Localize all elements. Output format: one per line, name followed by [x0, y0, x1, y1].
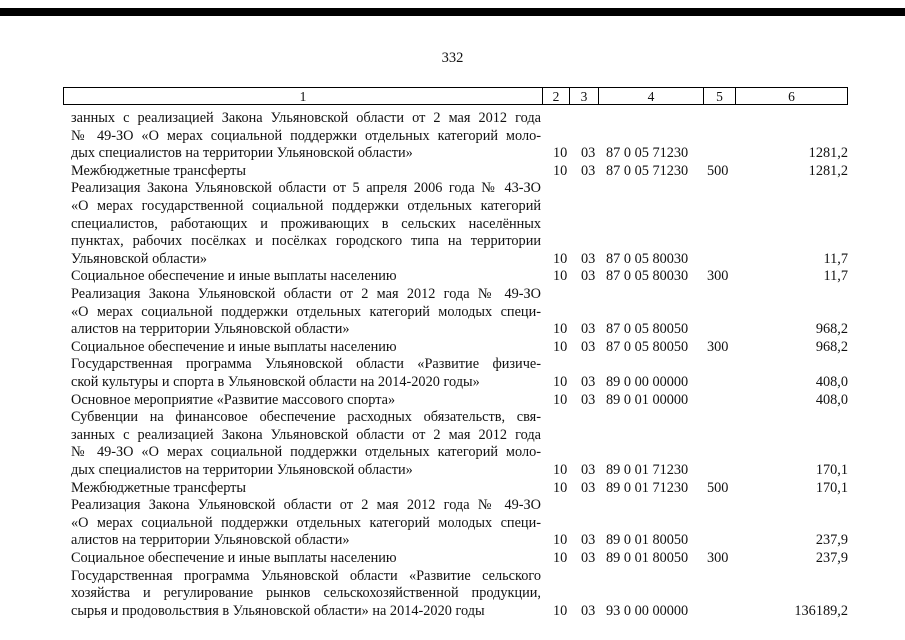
subsection-cell: 03 [581, 462, 596, 478]
top-border-bar [0, 8, 905, 16]
target-code-cell: 87 0 05 80030 [606, 268, 689, 285]
table-row [0, 550, 905, 567]
amount-cell: 968,2 [815, 338, 848, 355]
subsection-cell: 03 [581, 321, 596, 338]
section-cell: 10 [553, 532, 568, 549]
expense-type-cell: 500 [707, 479, 729, 496]
description-cell: алистов на территории Ульяновской области» [71, 532, 350, 549]
section-cell: 10 [553, 162, 568, 179]
section-cell: 10 [553, 321, 568, 338]
table-row [0, 233, 905, 250]
table-row [0, 480, 905, 497]
table-row [0, 180, 905, 197]
target-code-cell: 89 0 01 80050 [606, 550, 689, 566]
table-row [0, 532, 905, 549]
amount-cell: 237,9 [815, 532, 848, 549]
section-cell: 10 [553, 268, 568, 285]
table-row [0, 286, 905, 303]
subsection-cell: 03 [581, 250, 596, 267]
section-cell: 10 [553, 250, 568, 267]
amount-cell: 170,1 [815, 462, 848, 478]
header-col-3: 3 [580, 89, 588, 104]
amount-cell: 408,0 [815, 391, 848, 408]
subsection-cell: 03 [581, 391, 596, 408]
subsection-cell: 03 [581, 268, 596, 285]
table-row [0, 110, 905, 127]
description-cell: «О мерах социальной поддержки отдельных категорий молодых специ- [71, 303, 541, 320]
subsection-cell: 03 [581, 338, 596, 355]
section-cell: 10 [553, 145, 568, 162]
subsection-cell: 03 [581, 145, 596, 162]
table-row [0, 163, 905, 180]
header-col-4: 4 [647, 89, 655, 104]
table-row [0, 321, 905, 338]
target-code-cell: 89 0 00 00000 [606, 374, 689, 390]
description-cell: Межбюджетные трансферты [71, 479, 247, 496]
description-cell: ской культуры и спорта в Ульяновской области на 2014-2020 годы» [71, 374, 480, 390]
table-row [0, 444, 905, 461]
table-row [0, 603, 905, 620]
description-cell: Социальное обеспечение и иные выплаты населению [71, 338, 397, 355]
description-cell: дых специалистов на территории Ульяновской области» [71, 145, 413, 162]
target-code-cell: 89 0 01 71230 [606, 462, 689, 478]
subsection-cell: 03 [581, 532, 596, 549]
description-cell: Реализация Закона Ульяновской области от 2 мая 2012 года № 49-ЗО [71, 497, 541, 514]
description-cell: Государственная программа Ульяновской области «Развитие сельского [71, 567, 541, 584]
table-row [0, 392, 905, 409]
table-row [0, 145, 905, 162]
expense-type-cell: 300 [707, 550, 729, 566]
description-cell: пунктах, рабочих посёлках и посёлках городского типа на территории [71, 233, 541, 250]
description-cell: Субвенции на финансовое обеспечение расходных обязательств, свя- [71, 409, 541, 426]
amount-cell: 11,7 [823, 250, 848, 267]
amount-cell: 968,2 [815, 321, 848, 338]
description-cell: дых специалистов на территории Ульяновской области» [71, 462, 413, 478]
description-cell: № 49-ЗО «О мерах социальной поддержки отдельных категорий моло- [71, 444, 541, 461]
table-row [0, 268, 905, 285]
table-row [0, 497, 905, 514]
description-cell: Государственная программа Ульяновской области «Развитие физиче- [71, 356, 541, 373]
amount-cell: 11,7 [823, 268, 848, 285]
table-row [0, 216, 905, 233]
amount-cell: 136189,2 [794, 602, 848, 619]
description-cell: занных с реализацией Закона Ульяновской области от 2 мая 2012 года [71, 426, 541, 443]
description-cell: Ульяновской области» [71, 250, 208, 267]
target-code-cell: 89 0 01 80050 [606, 532, 689, 549]
target-code-cell: 89 0 01 00000 [606, 391, 689, 408]
target-code-cell: 87 0 05 71230 [606, 162, 689, 179]
description-cell: Межбюджетные трансферты [71, 162, 247, 179]
description-cell: алистов на территории Ульяновской области» [71, 321, 350, 338]
description-cell: специалистов, работающих и проживающих в сельских населённых [71, 215, 541, 232]
table-row [0, 356, 905, 373]
expense-type-cell: 500 [707, 162, 729, 179]
description-cell: «О мерах социальной поддержки отдельных категорий молодых специ- [71, 514, 541, 531]
amount-cell: 237,9 [815, 550, 848, 566]
subsection-cell: 03 [581, 550, 596, 566]
section-cell: 10 [553, 391, 568, 408]
target-code-cell: 87 0 05 80050 [606, 338, 689, 355]
target-code-cell: 87 0 05 80050 [606, 321, 689, 338]
table-row [0, 515, 905, 532]
amount-cell: 408,0 [815, 374, 848, 390]
subsection-cell: 03 [581, 162, 596, 179]
table-row [0, 198, 905, 215]
description-cell: хозяйства и регулирование рынков сельскохозяйственной продукции, [71, 585, 541, 602]
table-header [63, 87, 848, 105]
table-row [0, 462, 905, 479]
amount-cell: 1281,2 [808, 162, 848, 179]
subsection-cell: 03 [581, 602, 596, 619]
expense-type-cell: 300 [707, 338, 729, 355]
section-cell: 10 [553, 374, 568, 390]
amount-cell: 170,1 [815, 479, 848, 496]
table-row [0, 585, 905, 602]
subsection-cell: 03 [581, 374, 596, 390]
table-row [0, 339, 905, 356]
header-col-2: 2 [552, 89, 560, 104]
target-code-cell: 87 0 05 80030 [606, 250, 689, 267]
expense-type-cell: 300 [707, 268, 729, 285]
header-col-5: 5 [716, 89, 723, 104]
table-row [0, 128, 905, 145]
subsection-cell: 03 [581, 479, 596, 496]
description-cell: № 49-ЗО «О мерах социальной поддержки отдельных категорий моло- [71, 127, 541, 144]
target-code-cell: 87 0 05 71230 [606, 145, 689, 162]
description-cell: сырья и продовольствия в Ульяновской области» на 2014-2020 годы [71, 602, 485, 619]
description-cell: Социальное обеспечение и иные выплаты населению [71, 268, 397, 285]
header-col-1: 1 [299, 89, 307, 104]
description-cell: Основное мероприятие «Развитие массового спорта» [71, 391, 396, 408]
table-row [0, 251, 905, 268]
amount-cell: 1281,2 [808, 145, 848, 162]
table-row [0, 427, 905, 444]
section-cell: 10 [553, 602, 568, 619]
target-code-cell: 93 0 00 00000 [606, 602, 689, 619]
description-cell: занных с реализацией Закона Ульяновской области от 2 мая 2012 года [71, 110, 541, 126]
table-row [0, 409, 905, 426]
description-cell: Социальное обеспечение и иные выплаты населению [71, 550, 397, 566]
section-cell: 10 [553, 338, 568, 355]
section-cell: 10 [553, 550, 568, 566]
table-row [0, 304, 905, 321]
description-cell: Реализация Закона Ульяновской области от 2 мая 2012 года № 49-ЗО [71, 286, 541, 302]
section-cell: 10 [553, 479, 568, 496]
header-col-6: 6 [788, 89, 795, 104]
section-cell: 10 [553, 462, 568, 478]
description-cell: Реализация Закона Ульяновской области от 5 апреля 2006 года № 43-ЗО [71, 180, 541, 197]
target-code-cell: 89 0 01 71230 [606, 479, 689, 496]
table-row [0, 374, 905, 391]
table-row [0, 568, 905, 585]
description-cell: «О мерах государственной социальной поддержки отдельных категорий [71, 198, 541, 214]
page-number: 332 [441, 50, 464, 66]
